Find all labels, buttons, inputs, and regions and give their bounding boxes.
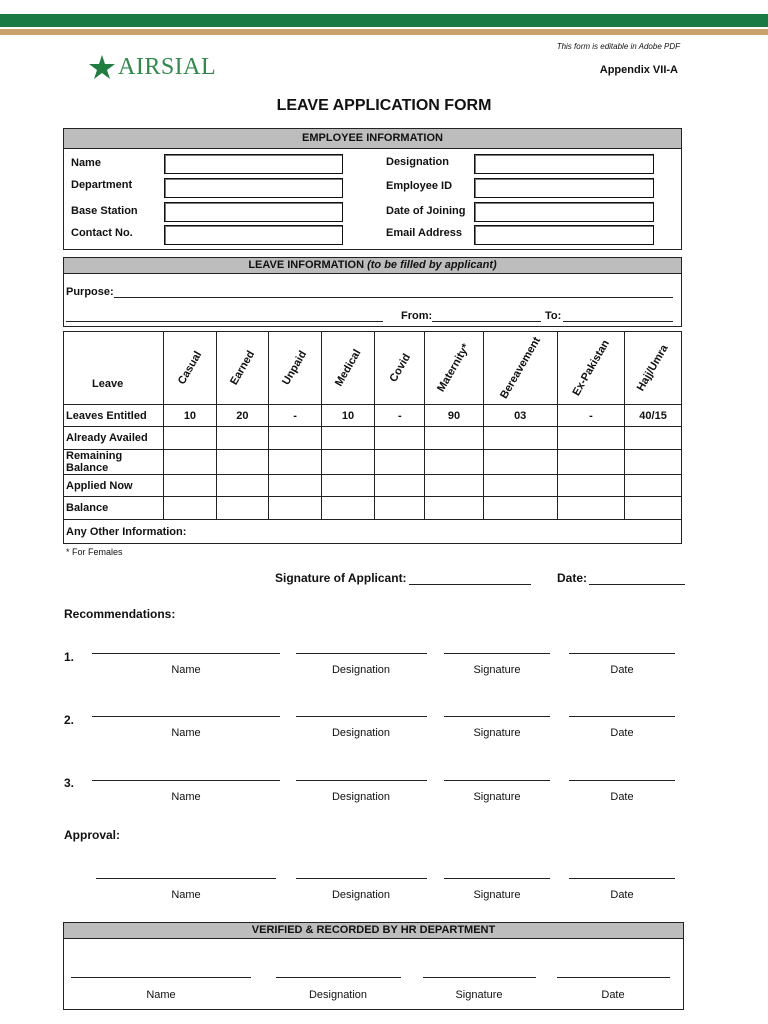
- other-info-row[interactable]: [64, 520, 682, 544]
- section-separator-line: [176, 326, 666, 327]
- rec3-signature-caption: Signature: [473, 791, 521, 803]
- hr-name-caption: Name: [146, 989, 176, 1001]
- table-cell: 10: [321, 405, 374, 427]
- table-row: [64, 497, 682, 520]
- rec1-designation-caption: Designation: [331, 664, 391, 676]
- leave-info-section: [63, 257, 682, 327]
- rec2-date-line[interactable]: [569, 716, 675, 717]
- rec3-signature-line[interactable]: [444, 780, 550, 781]
- appendix-label: Appendix VII-A: [599, 64, 678, 76]
- rec2-name-line[interactable]: [92, 716, 280, 717]
- table-row: [64, 405, 682, 427]
- table-cell: -: [557, 405, 624, 427]
- date-of-joining-field[interactable]: [474, 202, 654, 222]
- page-title: LEAVE APPLICATION FORM: [276, 97, 492, 114]
- table-cell[interactable]: [216, 475, 269, 497]
- department-field[interactable]: [164, 178, 343, 198]
- employee-info-heading: EMPLOYEE INFORMATION: [64, 129, 681, 149]
- table-cell[interactable]: [321, 450, 374, 475]
- table-cell[interactable]: [625, 497, 682, 520]
- label-designation: Designation: [386, 156, 449, 168]
- rec2-designation-caption: Designation: [331, 727, 391, 739]
- col-earned: Earned: [227, 348, 257, 388]
- row-label: Applied Now: [64, 475, 164, 497]
- label-department: Department: [71, 179, 133, 191]
- purpose-line-2[interactable]: [66, 321, 383, 322]
- table-cell[interactable]: [216, 450, 269, 475]
- table-cell[interactable]: [425, 450, 483, 475]
- col-ex-pakistan: Ex-Pakistan: [570, 337, 612, 399]
- recommendation-number-1: 1.: [64, 650, 75, 664]
- table-cell[interactable]: [425, 427, 483, 450]
- approval-date-caption: Date: [610, 889, 634, 901]
- rec3-designation-caption: Designation: [331, 791, 391, 803]
- table-cell: 10: [164, 405, 216, 427]
- table-row: [64, 450, 682, 475]
- rec3-date-caption: Date: [610, 791, 634, 803]
- col-casual: Casual: [175, 349, 205, 387]
- rec1-date-line[interactable]: [569, 653, 675, 654]
- table-cell[interactable]: [375, 475, 425, 497]
- purpose-line[interactable]: [114, 297, 673, 298]
- from-line[interactable]: [432, 321, 541, 322]
- header-tan-stripe: [0, 29, 768, 35]
- hr-signature-caption: Signature: [455, 989, 503, 1001]
- rec2-designation-line[interactable]: [296, 716, 427, 717]
- table-cell[interactable]: [557, 497, 624, 520]
- table-cell[interactable]: [269, 497, 322, 520]
- rec3-name-caption: Name: [171, 791, 201, 803]
- base-station-field[interactable]: [164, 202, 343, 222]
- editable-note: This form is editable in Adobe PDF: [556, 42, 680, 51]
- approval-designation-caption: Designation: [331, 889, 391, 901]
- table-cell[interactable]: [483, 427, 557, 450]
- table-cell[interactable]: [483, 475, 557, 497]
- col-covid: Covid: [387, 351, 413, 385]
- hr-signature-line[interactable]: [423, 977, 536, 978]
- table-cell[interactable]: [625, 475, 682, 497]
- rec3-name-line[interactable]: [92, 780, 280, 781]
- rec1-name-caption: Name: [171, 664, 201, 676]
- rec2-name-caption: Name: [171, 727, 201, 739]
- recommendation-number-2: 2.: [64, 713, 75, 727]
- row-label: Balance: [64, 497, 164, 520]
- table-cell[interactable]: [557, 427, 624, 450]
- hr-heading: VERIFIED & RECORDED BY HR DEPARTMENT: [64, 923, 683, 939]
- leave-corner-label: Leave: [92, 378, 124, 390]
- leave-balance-table: [63, 331, 682, 544]
- table-cell[interactable]: [483, 497, 557, 520]
- table-cell[interactable]: [375, 450, 425, 475]
- other-info-label: Any Other Information:: [64, 520, 682, 544]
- col-unpaid: Unpaid: [280, 348, 310, 388]
- airsial-logo: [88, 52, 216, 82]
- applicant-signature-line[interactable]: [409, 584, 531, 585]
- approval-date-line[interactable]: [569, 878, 675, 879]
- label-email-address: Email Address: [386, 227, 463, 239]
- row-label: Leaves Entitled: [64, 405, 164, 427]
- table-cell: 20: [216, 405, 269, 427]
- approval-designation-line[interactable]: [296, 878, 427, 879]
- rec2-signature-caption: Signature: [473, 727, 521, 739]
- leave-corner-cell: [64, 332, 164, 405]
- table-cell[interactable]: [269, 450, 322, 475]
- label-contact-no: Contact No.: [71, 227, 133, 239]
- table-cell[interactable]: [557, 475, 624, 497]
- row-label: Already Availed: [64, 427, 164, 450]
- approval-name-line[interactable]: [96, 878, 276, 879]
- col-medical: Medical: [332, 347, 364, 389]
- row-label: Remaining Balance: [64, 450, 164, 475]
- rec2-date-caption: Date: [610, 727, 634, 739]
- table-cell[interactable]: [164, 497, 216, 520]
- table-cell[interactable]: [321, 497, 374, 520]
- rec1-signature-line[interactable]: [444, 653, 550, 654]
- table-cell[interactable]: [164, 427, 216, 450]
- label-employee-id: Employee ID: [386, 180, 453, 192]
- rec1-date-caption: Date: [610, 664, 634, 676]
- table-cell[interactable]: [375, 497, 425, 520]
- star-logo-icon: [88, 53, 116, 81]
- footnote: * For Females: [66, 547, 123, 557]
- table-cell[interactable]: [164, 450, 216, 475]
- brand-name: AIRSIAL: [118, 53, 217, 80]
- contact-no-field[interactable]: [164, 225, 343, 245]
- table-row: [64, 475, 682, 497]
- table-cell[interactable]: [375, 427, 425, 450]
- table-cell[interactable]: [164, 475, 216, 497]
- rec3-designation-line[interactable]: [296, 780, 427, 781]
- table-cell: -: [269, 405, 322, 427]
- rec1-signature-caption: Signature: [473, 664, 521, 676]
- from-label: From:: [401, 310, 433, 322]
- table-cell[interactable]: [483, 450, 557, 475]
- applicant-signature-label: Signature of Applicant:: [275, 571, 407, 585]
- applicant-date-label: Date:: [557, 571, 588, 585]
- hr-name-line[interactable]: [71, 977, 251, 978]
- table-cell[interactable]: [557, 450, 624, 475]
- table-header-row: [64, 332, 682, 405]
- hr-date-caption: Date: [601, 989, 625, 1001]
- leave-info-heading-note: (to be filled by applicant): [367, 259, 497, 271]
- table-cell[interactable]: [425, 475, 483, 497]
- table-cell[interactable]: [269, 427, 322, 450]
- table-cell: 03: [483, 405, 557, 427]
- approval-signature-line[interactable]: [444, 878, 550, 879]
- rec1-designation-line[interactable]: [296, 653, 427, 654]
- label-base-station: Base Station: [71, 205, 138, 217]
- table-cell: 90: [425, 405, 483, 427]
- table-cell[interactable]: [321, 475, 374, 497]
- col-bereavement: Bereavement: [497, 335, 543, 401]
- purpose-label: Purpose:: [66, 286, 114, 298]
- email-address-field[interactable]: [474, 225, 654, 245]
- leave-info-heading-text: LEAVE INFORMATION: [248, 259, 365, 271]
- table-cell[interactable]: [625, 427, 682, 450]
- label-name: Name: [71, 157, 101, 169]
- designation-field[interactable]: [474, 154, 654, 174]
- hr-designation-line[interactable]: [276, 977, 401, 978]
- name-field[interactable]: [164, 154, 343, 174]
- hr-designation-caption: Designation: [308, 989, 368, 1001]
- header-green-stripe: [0, 14, 768, 27]
- to-label: To:: [545, 310, 562, 322]
- table-cell[interactable]: [269, 475, 322, 497]
- col-hajj-umra: Hajj/Umra: [635, 342, 672, 394]
- approval-heading: Approval:: [64, 828, 121, 842]
- table-row: [64, 427, 682, 450]
- to-line[interactable]: [563, 321, 673, 322]
- hr-date-line[interactable]: [557, 977, 670, 978]
- leave-info-heading: [64, 258, 681, 274]
- table-cell[interactable]: [216, 427, 269, 450]
- table-cell[interactable]: [216, 497, 269, 520]
- rec1-name-line[interactable]: [92, 653, 280, 654]
- table-cell: 40/15: [625, 405, 682, 427]
- approval-signature-caption: Signature: [473, 889, 521, 901]
- applicant-date-line[interactable]: [589, 584, 685, 585]
- rec3-date-line[interactable]: [569, 780, 675, 781]
- table-cell[interactable]: [625, 450, 682, 475]
- recommendations-heading: Recommendations:: [64, 607, 176, 621]
- col-maternity: Maternity*: [435, 341, 473, 395]
- table-cell: -: [375, 405, 425, 427]
- recommendation-number-3: 3.: [64, 776, 75, 790]
- table-cell[interactable]: [321, 427, 374, 450]
- employee-id-field[interactable]: [474, 178, 654, 198]
- table-cell[interactable]: [425, 497, 483, 520]
- rec2-signature-line[interactable]: [444, 716, 550, 717]
- approval-name-caption: Name: [171, 889, 201, 901]
- label-date-of-joining: Date of Joining: [386, 205, 466, 217]
